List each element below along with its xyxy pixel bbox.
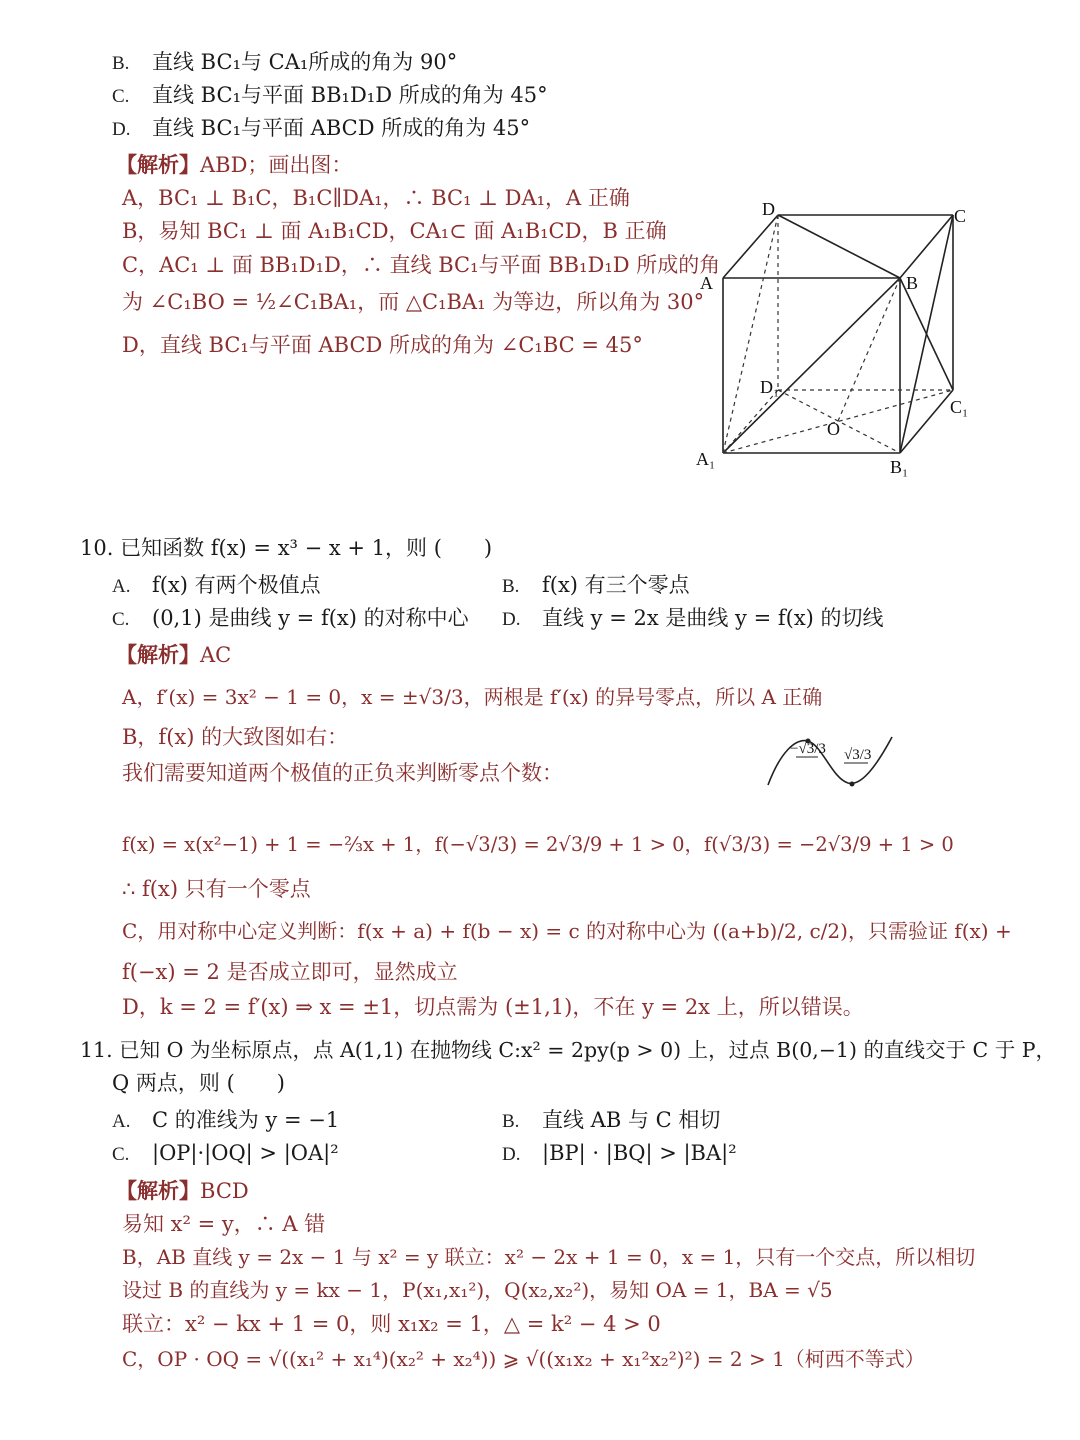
- option-label: B.: [502, 576, 520, 597]
- label-B1: B₁: [890, 457, 909, 477]
- q11-option-c: [112, 1138, 339, 1170]
- option-text: (0,1) 是曲线 y = f(x) 的对称中心: [152, 606, 469, 630]
- option-text: f(x) 有三个零点: [542, 573, 690, 597]
- option-label: B.: [112, 53, 130, 74]
- option-label: D.: [112, 119, 131, 140]
- q9-solution-line-a: A，BC₁ ⊥ B₁C，B₁C∥DA₁，∴ BC₁ ⊥ DA₁，A 正确: [122, 186, 630, 210]
- solution-tag: 【解析】: [116, 152, 200, 177]
- hidden-D1-A1: [723, 390, 778, 453]
- solution-tag: 【解析】: [116, 642, 200, 667]
- q11-solution-line-5: C，OP · OQ = √((x₁² + x₁⁴)(x₂² + x₂⁴)) ⩾ √((x₁x₂ + x₁²x₂²)²) = 2 > 1（柯西不等式）: [122, 1347, 925, 1371]
- edge-A-D: [723, 215, 778, 278]
- option-label: D.: [502, 609, 521, 630]
- option-text: 直线 AB 与 C 相切: [542, 1108, 721, 1132]
- q10-solution-line-a: A，f′(x) = 3x² − 1 = 0，x = ±√3/3，两根是 f′(x) 的异号零点，所以 A 正确: [122, 685, 823, 709]
- solution-answer: ABD；画出图：: [200, 153, 353, 177]
- option-label: D.: [502, 1144, 521, 1165]
- cube-diagram: [690, 195, 980, 480]
- label-O: O: [827, 419, 840, 439]
- diag-D-B: [778, 215, 900, 278]
- label-D1: D₁: [760, 377, 780, 397]
- q10-solution-line-c2: f(−x) = 2 是否成立即可，显然成立: [122, 960, 458, 984]
- q9-option-d: [112, 113, 530, 145]
- option-label: C.: [112, 609, 130, 630]
- q9-solution-line-d: D，直线 BC₁与平面 ABCD 所成的角为 ∠C₁BC = 45°: [122, 333, 643, 357]
- q10-solution-line-b2: 我们需要知道两个极值的正负来判断零点个数：: [122, 761, 563, 785]
- q9-option-c: [112, 80, 548, 112]
- q11-solution-header: [116, 1176, 249, 1206]
- hidden-B-O: [838, 278, 900, 421]
- q10-option-d: [502, 603, 884, 635]
- q11-stem-line2: Q 两点，则 ( ): [112, 1071, 285, 1095]
- q10-stem: 10. 已知函数 f(x) = x³ − x + 1，则 ( ): [80, 536, 493, 560]
- q11-solution-line-4: 联立：x² − kx + 1 = 0，则 x₁x₂ = 1，△ = k² − 4 > 0: [122, 1312, 661, 1336]
- option-text: 直线 BC₁与 CA₁所成的角为 90°: [152, 50, 458, 74]
- q9-solution-line-b: B，易知 BC₁ ⊥ 面 A₁B₁CD，CA₁⊂ 面 A₁B₁CD，B 正确: [122, 219, 667, 243]
- q11-solution-line-1: 易知 x² = y，∴ A 错: [122, 1212, 326, 1236]
- cubic-graph-sketch: [760, 733, 900, 793]
- q9-solution-header: [116, 150, 352, 180]
- q11-option-b: [502, 1105, 720, 1137]
- edge-C-B: [900, 215, 953, 278]
- q10-solution-line-c: C，用对称中心定义判断：f(x + a) + f(b − x) = c 的对称中心为 ((a+b)/2, c/2)，只需验证 f(x) +: [122, 919, 1012, 943]
- q11-option-d: [502, 1138, 737, 1170]
- hidden-D-A1: [723, 215, 778, 453]
- label-A1: A₁: [696, 449, 716, 469]
- q10-solution-header: [116, 640, 231, 670]
- q10-option-b: [502, 570, 690, 602]
- q10-solution-line-b: B，f(x) 的大致图如右：: [122, 725, 349, 749]
- label-D: D: [762, 199, 775, 219]
- option-text: 直线 BC₁与平面 BB₁D₁D 所成的角为 45°: [152, 83, 548, 107]
- option-text: f(x) 有两个极值点: [152, 573, 321, 597]
- solution-tag: 【解析】: [116, 1178, 200, 1203]
- option-label: A.: [112, 1111, 131, 1132]
- graph-label-neg: −√3/3: [790, 741, 826, 757]
- option-text: 直线 BC₁与平面 ABCD 所成的角为 45°: [152, 116, 531, 140]
- q9-option-b: [112, 47, 457, 79]
- q10-solution-line-formula: f(x) = x(x²−1) + 1 = −⅔x + 1，f(−√3/3) = 2√3/9 + 1 > 0，f(√3/3) = −2√3/9 + 1 > 0: [122, 833, 954, 856]
- q10-solution-line-conclusion: ∴ f(x) 只有一个零点: [122, 877, 311, 901]
- option-text: |OP|·|OQ| > |OA|²: [152, 1141, 339, 1165]
- option-text: C 的准线为 y = −1: [152, 1108, 340, 1132]
- q9-solution-line-c2: 为 ∠C₁BO = ½∠C₁BA₁，而 △C₁BA₁ 为等边，所以角为 30°: [122, 290, 705, 314]
- solution-answer: BCD: [200, 1179, 249, 1203]
- edge-B1-C1: [900, 390, 953, 453]
- q11-stem-line1: 11. 已知 O 为坐标原点，点 A(1,1) 在抛物线 C:x² = 2py(p > 0) 上，过点 B(0,−1) 的直线交于 C 于 P，: [80, 1038, 1057, 1062]
- label-B: B: [906, 273, 919, 293]
- q9-solution-line-c: C，AC₁ ⊥ 面 BB₁D₁D，∴ 直线 BC₁与平面 BB₁D₁D 所成的角: [122, 253, 721, 277]
- q10-option-c: [112, 603, 469, 635]
- option-label: A.: [112, 576, 131, 597]
- q11-option-a: [112, 1105, 339, 1137]
- solution-answer: AC: [200, 643, 232, 667]
- q11-solution-line-3: 设过 B 的直线为 y = kx − 1，P(x₁,x₁²)，Q(x₂,x₂²)，易知 OA = 1，BA = √5: [122, 1278, 833, 1302]
- label-C: C: [954, 206, 967, 226]
- option-text: |BP| · |BQ| > |BA|²: [542, 1141, 737, 1165]
- option-label: C.: [112, 86, 130, 107]
- diag-A1-B: [723, 278, 900, 453]
- q10-option-a: [112, 570, 321, 602]
- option-text: 直线 y = 2x 是曲线 y = f(x) 的切线: [542, 606, 884, 630]
- option-label: B.: [502, 1111, 520, 1132]
- q11-solution-line-2: B，AB 直线 y = 2x − 1 与 x² = y 联立：x² − 2x + 1 = 0，x = 1，只有一个交点，所以相切: [122, 1245, 976, 1269]
- diag-C-B1: [900, 215, 953, 453]
- graph-label-pos: √3/3: [844, 747, 872, 763]
- q10-solution-line-d: D，k = 2 = f′(x) ⇒ x = ±1，切点需为 (±1,1)，不在 y = 2x 上，所以错误。: [122, 995, 864, 1019]
- option-label: C.: [112, 1144, 130, 1165]
- label-C1: C₁: [950, 397, 969, 417]
- label-A: A: [700, 273, 713, 293]
